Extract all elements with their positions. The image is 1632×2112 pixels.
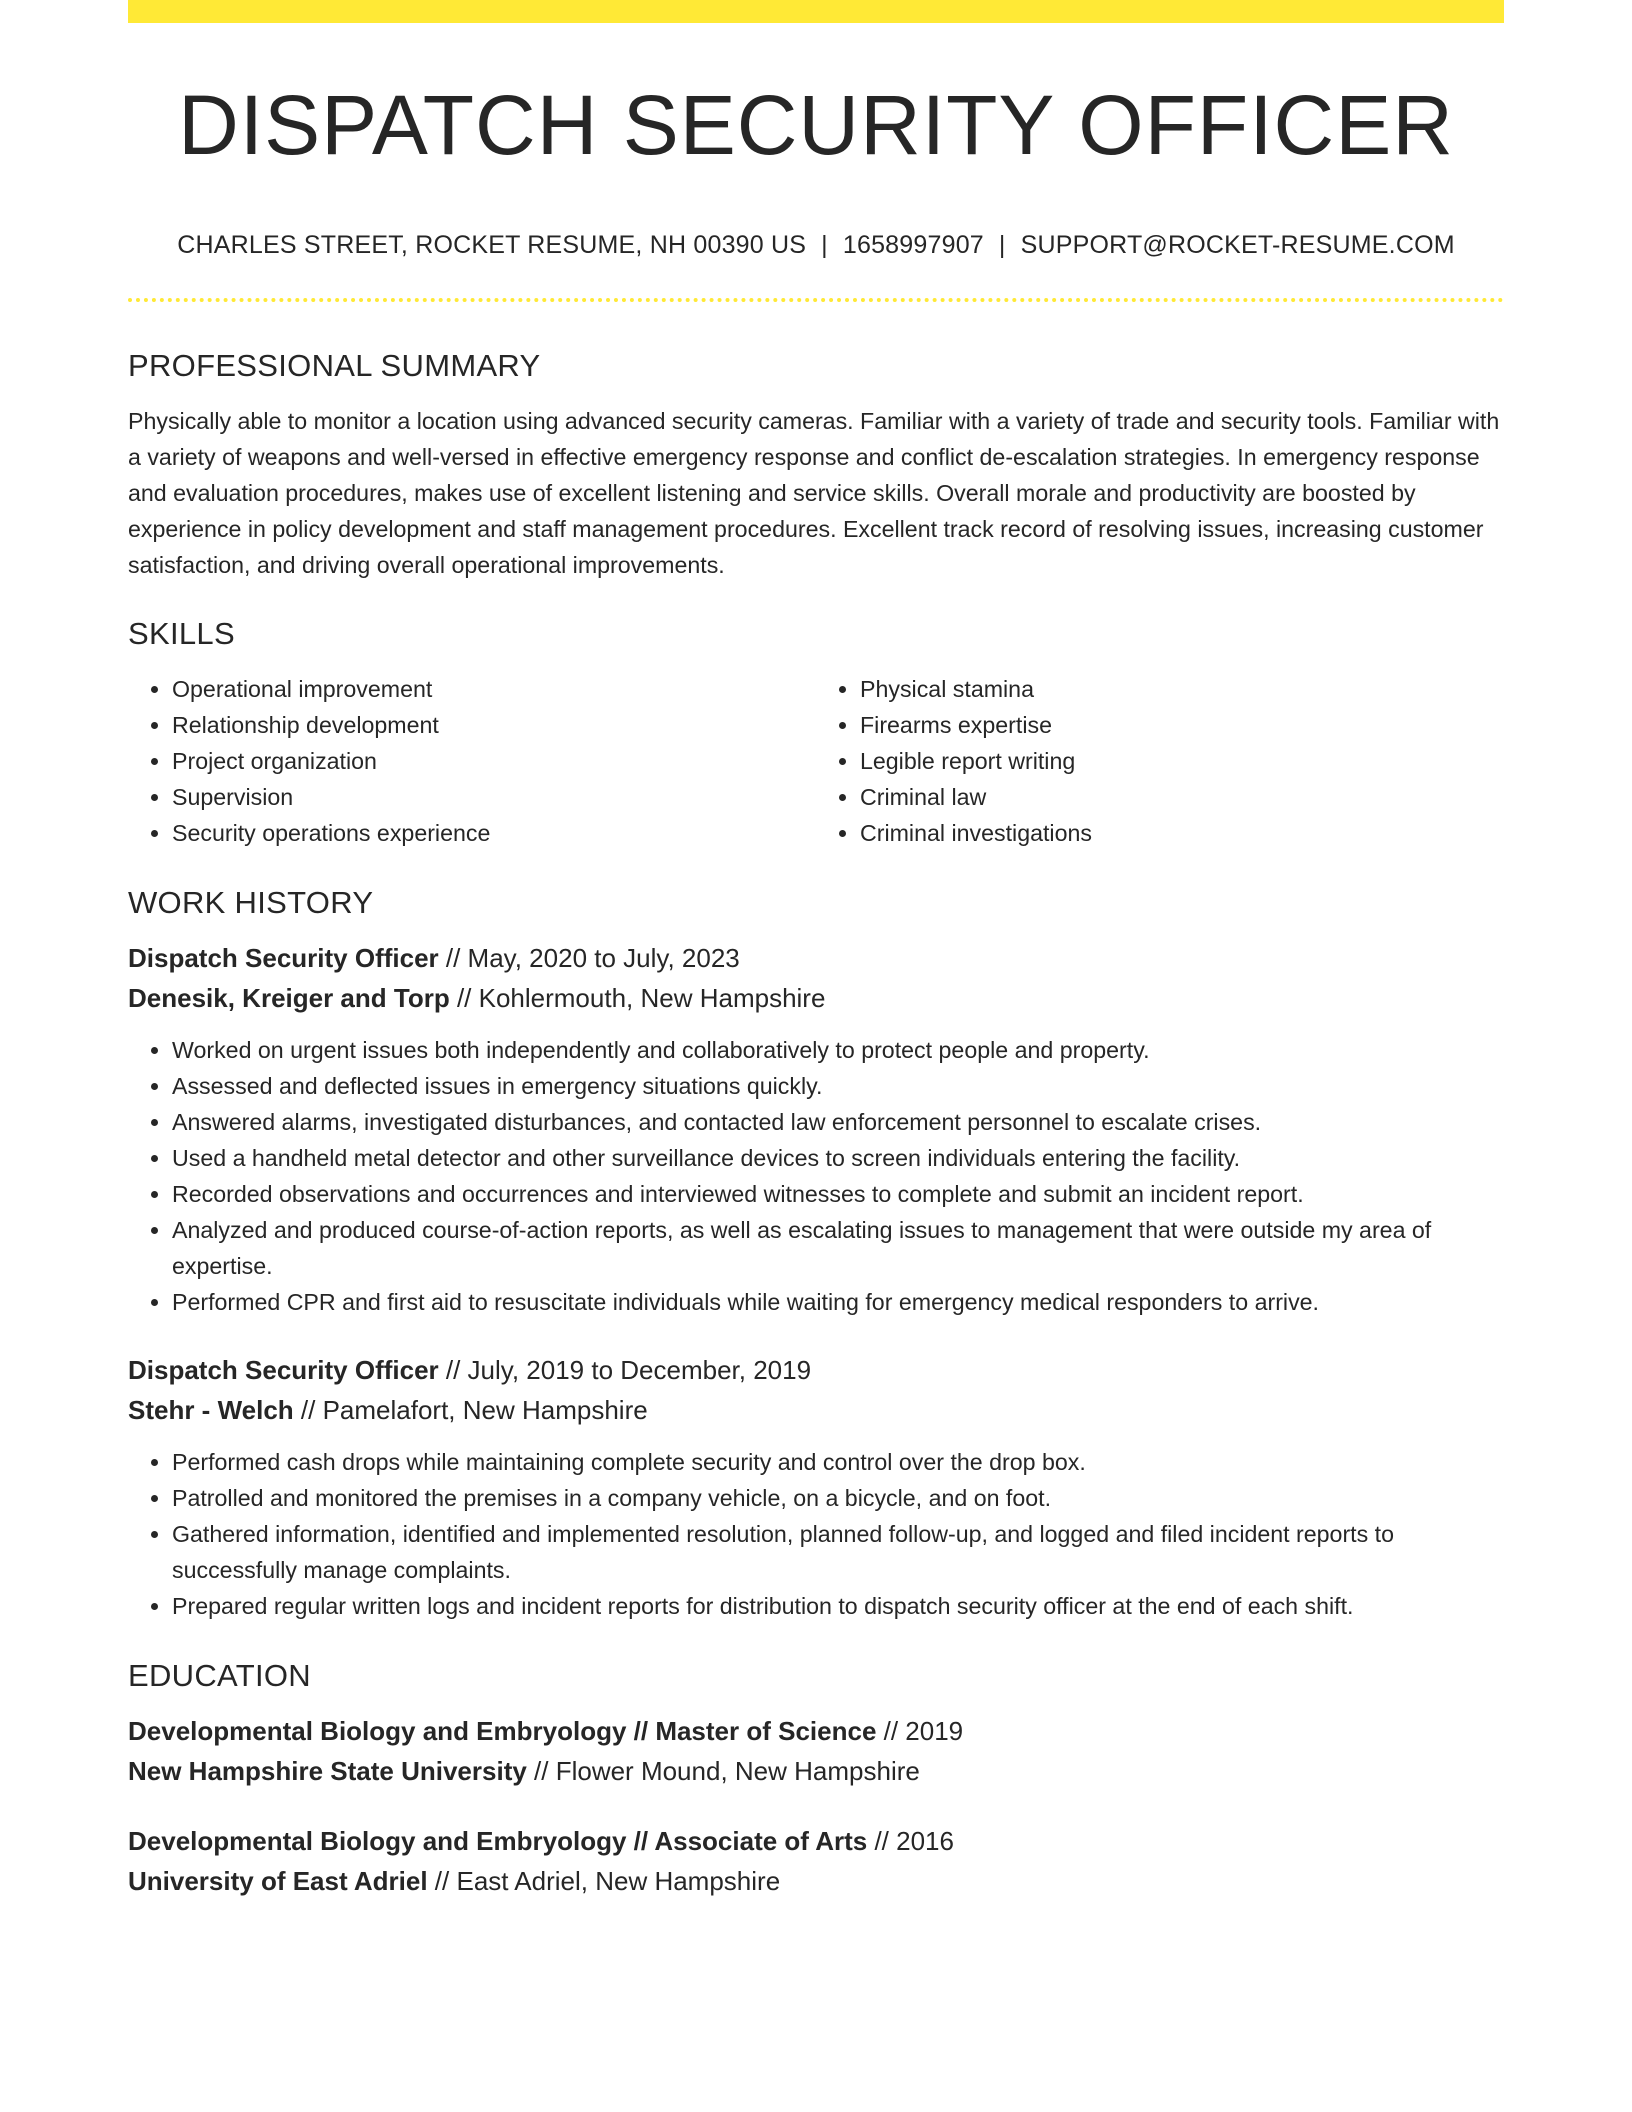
school: New Hampshire State University [128, 1756, 527, 1786]
degree: Developmental Biology and Embryology // Master of Science [128, 1716, 877, 1746]
job-position: Dispatch Security Officer [128, 943, 439, 973]
resume-page [128, 0, 1504, 1901]
address: CHARLES STREET, ROCKET RESUME, NH 00390 US [177, 231, 807, 259]
skills-column-right [816, 671, 1504, 851]
accent-bar [128, 0, 1504, 23]
skill-item: • Operational improvement [172, 671, 816, 707]
job-company-line [128, 1390, 1504, 1430]
job-entry [128, 1350, 1504, 1624]
skill-item: • Criminal investigations [860, 815, 1504, 851]
job-bullets [128, 1444, 1504, 1624]
job-bullet: • Worked on urgent issues both independently and collaboratively to protect people and property. [172, 1032, 1504, 1068]
degree: Developmental Biology and Embryology // Associate of Arts [128, 1826, 868, 1856]
education-entry [128, 1711, 1504, 1791]
contact-separator: | [998, 231, 1006, 259]
job-bullet: • Analyzed and produced course-of-action reports, as well as escalating issues to management that were outside my area of expertise. [172, 1212, 1504, 1284]
job-location: // Kohlermouth, New Hampshire [449, 983, 826, 1013]
summary-heading: PROFESSIONAL SUMMARY [128, 348, 541, 383]
education-heading: EDUCATION [128, 1658, 311, 1693]
skill-item: • Firearms expertise [860, 707, 1504, 743]
degree-line [128, 1821, 1504, 1861]
skill-item: • Criminal law [860, 779, 1504, 815]
job-company: Denesik, Kreiger and Torp [128, 983, 450, 1013]
degree-year: // 2016 [867, 1826, 954, 1856]
job-bullet: • Performed CPR and first aid to resuscitate individuals while waiting for emergency medical responders to arrive. [172, 1284, 1504, 1320]
job-bullet: • Prepared regular written logs and incident reports for distribution to dispatch security officer at the end of each shift. [172, 1588, 1504, 1624]
job-location: // Pamelafort, New Hampshire [293, 1395, 648, 1425]
phone: 1658997907 [842, 231, 984, 259]
job-bullet: • Assessed and deflected issues in emergency situations quickly. [172, 1068, 1504, 1104]
skill-item: • Legible report writing [860, 743, 1504, 779]
skill-item: • Project organization [172, 743, 816, 779]
work-heading: WORK HISTORY [128, 885, 374, 920]
skill-item: • Relationship development [172, 707, 816, 743]
job-bullet: • Patrolled and monitored the premises in a company vehicle, on a bicycle, and on foot. [172, 1480, 1504, 1516]
resume-name: DISPATCH SECURITY OFFICER [178, 78, 1454, 172]
school-location: // Flower Mound, New Hampshire [526, 1756, 920, 1786]
job-company-line [128, 978, 1504, 1018]
skill-item: • Supervision [172, 779, 816, 815]
job-title-line [128, 938, 1504, 978]
school-line [128, 1751, 1504, 1791]
skills-column-left [128, 671, 816, 851]
skills-heading: SKILLS [128, 616, 235, 651]
job-dates: // July, 2019 to December, 2019 [438, 1355, 812, 1385]
job-bullet: • Performed cash drops while maintaining complete security and control over the drop box. [172, 1444, 1504, 1480]
job-bullet: • Answered alarms, investigated disturbances, and contacted law enforcement personnel to escalate crises. [172, 1104, 1504, 1140]
job-company: Stehr - Welch [128, 1395, 294, 1425]
summary-text: Physically able to monitor a location using advanced security cameras. Familiar with a variety of trade and security tools. Familiar with a variety of weapons and well-versed in effective emergency response and conflict de-escalation strategies. In emergency response and evaluation procedures, makes use of excellent listening and service skills. Overall morale and productivity are boosted by experience in policy development and staff management procedures. Excellent track record of resolving issues, increasing customer satisfaction, and driving overall operational improvements. [128, 408, 1500, 578]
job-bullet: • Gathered information, identified and implemented resolution, planned follow-up, and logged and filed incident reports to successfully manage complaints. [172, 1516, 1504, 1588]
job-bullets [128, 1032, 1504, 1320]
contact-separator: | [821, 231, 828, 259]
school-location: // East Adriel, New Hampshire [427, 1866, 781, 1896]
job-title-line [128, 1350, 1504, 1390]
job-dates: // May, 2020 to July, 2023 [438, 943, 740, 973]
degree-year: // 2019 [876, 1716, 964, 1746]
skill-item: • Physical stamina [860, 671, 1504, 707]
dotted-divider [128, 298, 1504, 302]
job-entry [128, 938, 1504, 1320]
email[interactable]: SUPPORT@ROCKET-RESUME.COM [1020, 231, 1455, 259]
job-position: Dispatch Security Officer [128, 1355, 439, 1385]
skill-item: • Security operations experience [172, 815, 816, 851]
skills-list [128, 671, 1504, 851]
school-line [128, 1861, 1504, 1901]
school: University of East Adriel [128, 1866, 428, 1896]
contact-line [128, 233, 1504, 258]
job-bullet: • Used a handheld metal detector and other surveillance devices to screen individuals entering the facility. [172, 1140, 1504, 1176]
education-entry [128, 1821, 1504, 1901]
degree-line [128, 1711, 1504, 1751]
job-bullet: • Recorded observations and occurrences and interviewed witnesses to complete and submit an incident report. [172, 1176, 1504, 1212]
